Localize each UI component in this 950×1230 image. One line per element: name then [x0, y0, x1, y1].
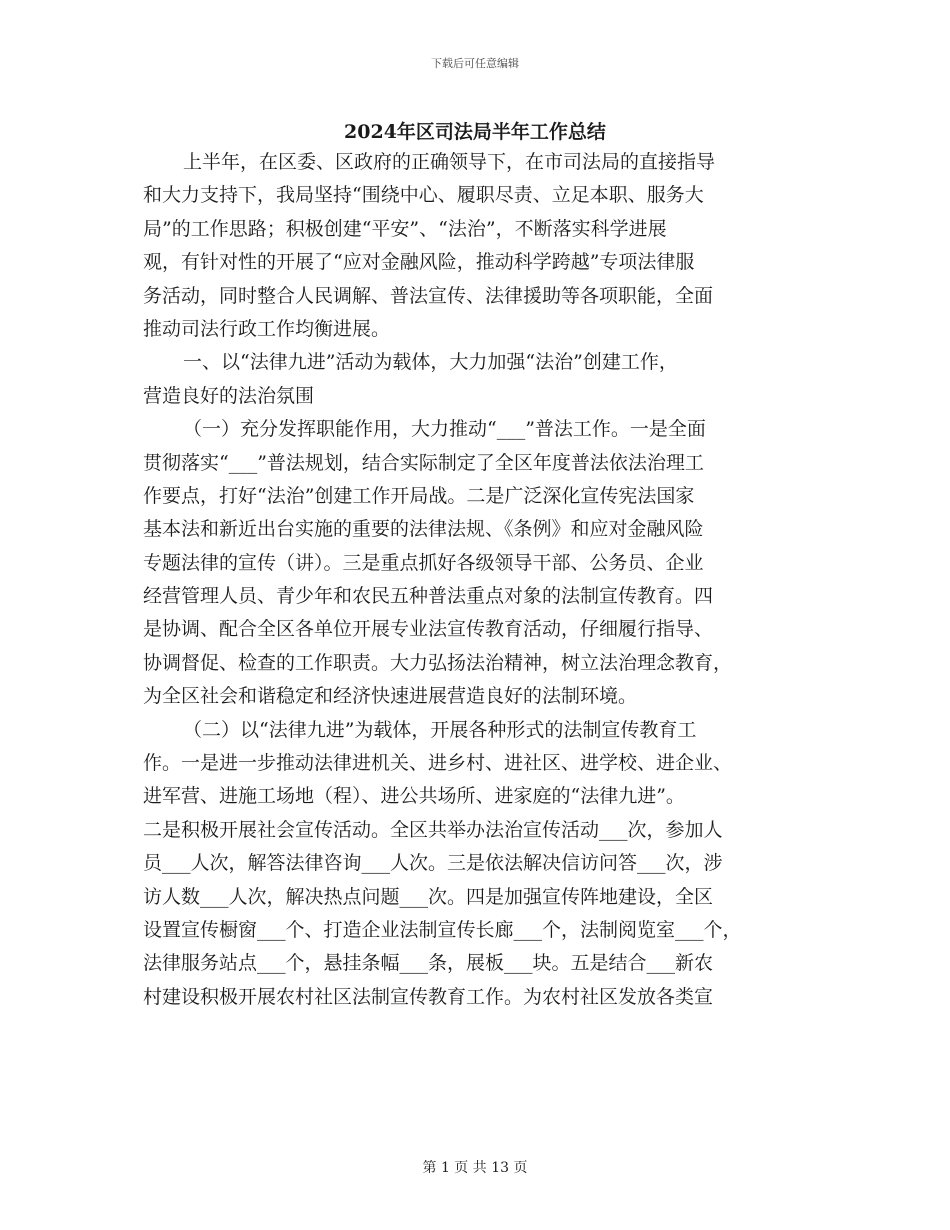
- body-line: 进军营、进施工场地（程）、进公共场所、进家庭的“法律九进”。: [143, 785, 685, 808]
- body-line: 营造良好的法治氛围: [143, 384, 315, 407]
- body-line: 设置宣传橱窗___个、打造企业法制宣传长廊___个，法制阅览室___个，: [143, 918, 742, 941]
- body-line: 作要点，打好“法治”创建工作开局战。二是广泛深化宣传宪法国家: [143, 484, 695, 507]
- body-line: （一）充分发挥职能作用，大力推动“___”普法工作。一是全面: [183, 418, 706, 441]
- body-line: 基本法和新近出台实施的重要的法律法规、《条例》和应对金融风险: [143, 518, 704, 541]
- body-line: 员___人次，解答法律咨询___人次。三是依法解决信访问答___次，涉: [143, 852, 723, 875]
- body-line: 一、以“法律九进”活动为载体，大力加强“法治”创建工作，: [183, 351, 678, 374]
- body-line: 经营管理人员、青少年和农民五种普法重点对象的法制宣传教育。四: [143, 585, 714, 608]
- body-line: 村建设积极开展农村社区法制宣传教育工作。为农村社区发放各类宣: [143, 985, 714, 1008]
- body-line: 专题法律的宣传（讲）。三是重点抓好各级领导干部、公务员、企业: [143, 551, 704, 574]
- body-line: 作。一是进一步推动法律进机关、进乡村、进社区、进学校、进企业、: [143, 752, 733, 775]
- document-title: 2024年区司法局半年工作总结: [344, 121, 606, 143]
- body-line: 二是积极开展社会宣传活动。全区共举办法治宣传活动___次，参加人: [143, 818, 723, 841]
- body-line: 协调督促、检查的工作职责。大力弘扬法治精神，树立法治理念教育，: [143, 651, 733, 674]
- document-body: [143, 146, 813, 1014]
- body-line: 是协调、配合全区各单位开展专业法宣传教育活动，仔细履行指导、: [143, 618, 714, 641]
- body-line: 观，有针对性的开展了“应对金融风险，推动科学跨越”专项法律服: [143, 251, 695, 274]
- header-note: 下载后可任意编辑: [431, 57, 519, 70]
- body-line: 法律服务站点___个，悬挂条幅___条，展板___块。五是结合___新农: [143, 952, 714, 975]
- body-line: 贯彻落实“___”普法规划，结合实际制定了全区年度普法依法治理工: [143, 451, 704, 474]
- body-line: （二）以“法律九进”为载体，开展各种形式的法制宣传教育工: [183, 718, 697, 741]
- body-line: 局”的工作思路；积极创建“平安”、“法治”，不断落实科学进展: [143, 217, 667, 240]
- body-line: 访人数___人次，解决热点问题___次。四是加强宣传阵地建设，全区: [143, 885, 714, 908]
- body-line: 推动司法行政工作均衡进展。: [143, 317, 391, 340]
- body-line: 务活动，同时整合人民调解、普法宣传、法律援助等各项职能，全面: [143, 284, 714, 307]
- page-footer: 第 1 页 共 13 页: [422, 1160, 528, 1176]
- body-line: 和大力支持下，我局坚持“围绕中心、履职尽责、立足本职、服务大: [143, 184, 704, 207]
- body-line: 为全区社会和谐稳定和经济快速进展营造良好的法制环境。: [143, 685, 638, 708]
- body-line: 上半年，在区委、区政府的正确领导下，在市司法局的直接指导: [183, 151, 716, 173]
